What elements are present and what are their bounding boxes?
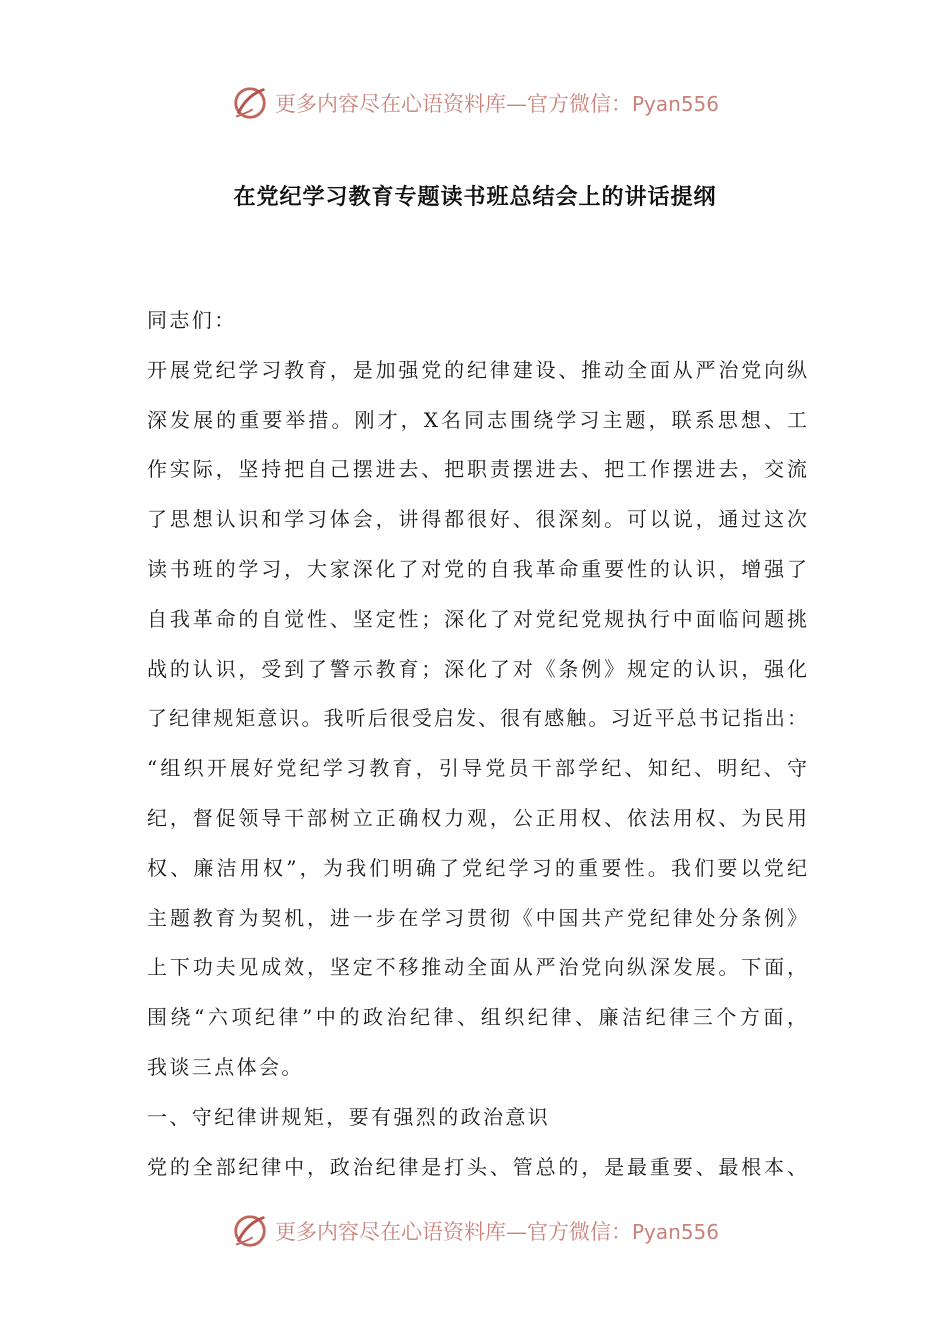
paragraph-line: 战的认识，受到了警示教育；深化了对《条例》规定的认识，强化 — [147, 656, 807, 681]
watermark-wechat-id: Pyan556 — [631, 1220, 719, 1244]
paragraph-line: 了纪律规矩意识。我听后很受启发、很有感触。习近平总书记指出： — [147, 706, 807, 731]
paragraph-line: 了思想认识和学习体会，讲得都很好、很深刻。可以说，通过这次 — [147, 507, 807, 532]
watermark-text — [275, 88, 719, 118]
watermark-wechat-id: Pyan556 — [631, 92, 719, 116]
paragraph-line: “组织开展好党纪学习教育，引导党员干部学纪、知纪、明纪、守 — [147, 756, 807, 781]
document-body — [147, 296, 807, 1192]
paragraph-line: 纪，督促领导干部树立正确权力观，公正用权、依法用权、为民用 — [147, 805, 807, 830]
salutation-line: 同志们： — [147, 308, 237, 332]
paragraph-line: 我谈三点体会。 — [147, 1054, 304, 1079]
watermark-prefix: 更多内容尽在心语资料库 — [274, 92, 506, 116]
paragraph-line: 上下功夫见成效，坚定不移推动全面从严治党向纵深发展。下面， — [147, 955, 807, 980]
watermark-prefix: 更多内容尽在心语资料库 — [274, 1220, 506, 1244]
watermark-dash: — — [505, 92, 527, 116]
paragraph-line: 党的全部纪律中，政治纪律是打头、管总的，是最重要、最根本、 — [147, 1154, 807, 1179]
watermark-dash: — — [505, 1220, 527, 1244]
paragraph-line: 权、廉洁用权”，为我们明确了党纪学习的重要性。我们要以党纪 — [147, 855, 807, 880]
document-title: 在党纪学习教育专题读书班总结会上的讲话提纲 — [233, 185, 717, 210]
paragraph-line: 自我革命的自觉性、坚定性；深化了对党纪党规执行中面临问题挑 — [147, 606, 807, 631]
paragraph-line: 深发展的重要举措。刚才，X名同志围绕学习主题，联系思想、工 — [147, 407, 807, 432]
footer-watermark-banner — [0, 1206, 950, 1256]
pen-signature-logo-icon — [231, 1212, 269, 1250]
pen-signature-logo-icon — [231, 84, 269, 122]
paragraph-line: 主题教育为契机，进一步在学习贯彻《中国共产党纪律处分条例》 — [147, 905, 807, 930]
paragraph-line: 读书班的学习，大家深化了对党的自我革命重要性的认识，增强了 — [147, 556, 807, 581]
watermark-suffix: 官方微信： — [526, 92, 632, 116]
watermark-text — [275, 1216, 719, 1246]
section-heading: 一、守纪律讲规矩，要有强烈的政治意识 — [147, 1104, 551, 1129]
paragraph-line: 围绕“六项纪律”中的政治纪律、组织纪律、廉洁纪律三个方面， — [147, 1005, 807, 1030]
watermark-suffix: 官方微信： — [526, 1220, 632, 1244]
header-watermark-banner — [0, 78, 950, 128]
paragraph-line: 作实际，坚持把自己摆进去、把职责摆进去、把工作摆进去，交流 — [147, 457, 807, 482]
paragraph-line: 开展党纪学习教育，是加强党的纪律建设、推动全面从严治党向纵 — [147, 357, 807, 382]
